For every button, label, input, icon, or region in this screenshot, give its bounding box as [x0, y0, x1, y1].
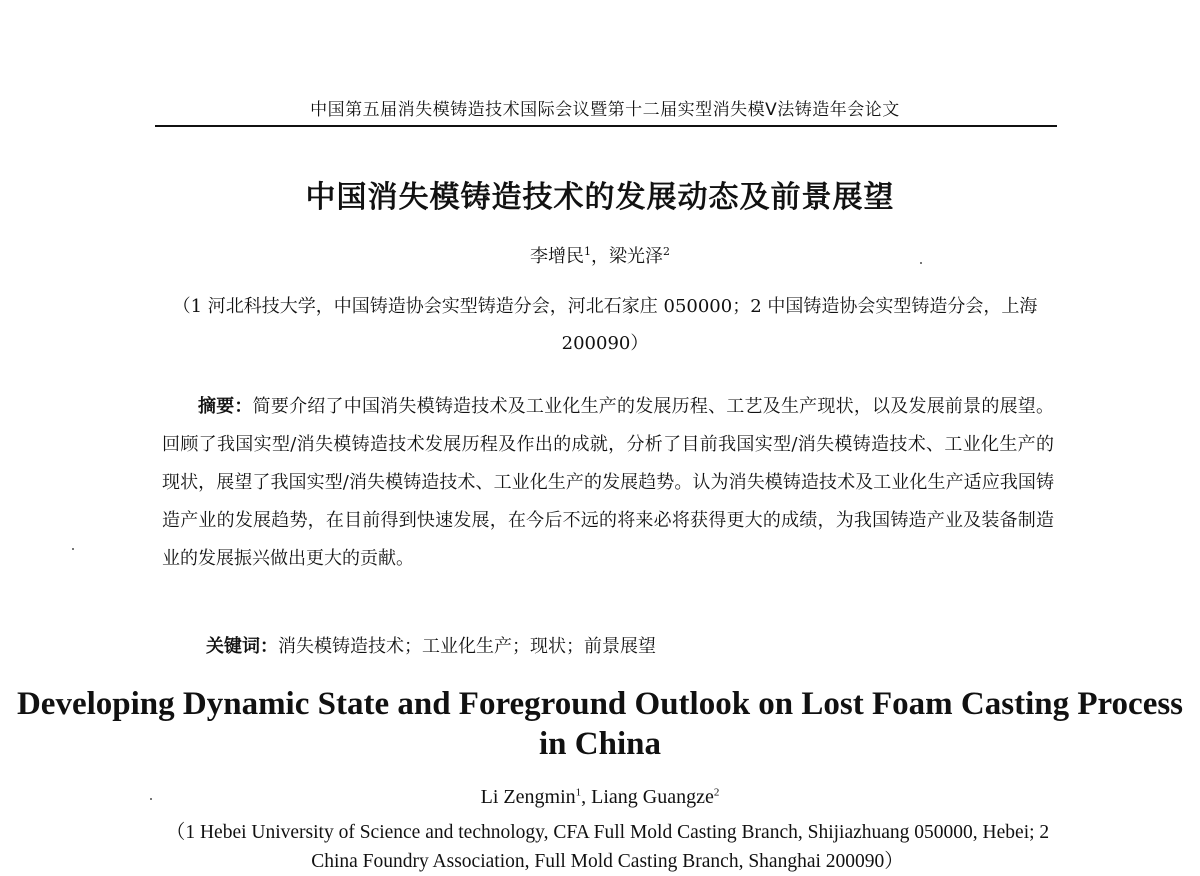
keywords-chinese: [206, 632, 1056, 658]
author-2-en: Liang Guangze: [591, 786, 714, 808]
author-2-cn-affil-mark: 2: [663, 245, 670, 258]
authors-chinese: [0, 242, 1200, 268]
author-1-cn-affil-mark: 1: [584, 245, 591, 258]
affiliation-english: （1 Hebei University of Science and technology, CFA Full Mold Casting Branch, Shijiazhuang 050000, Hebei; 2 China Foundry Association, Full Mold Casting Branch, Shanghai 200090）: [165, 822, 1050, 872]
author-separator-en: ,: [581, 786, 592, 808]
scan-speck: [150, 798, 152, 800]
title-chinese: 中国消失模铸造技术的发展动态及前景展望: [305, 180, 895, 215]
title-english: Developing Dynamic State and Foreground Outlook on Lost Foam Casting Process in China: [16, 686, 1184, 762]
author-1-en-affil-mark: 1: [575, 786, 582, 799]
abstract-chinese: [162, 388, 1054, 578]
scan-speck: [920, 262, 922, 264]
abstract-text: 简要介绍了中国消失模铸造技术及工业化生产的发展历程、工艺及生产现状，以及发展前景的展望。回顾了我国实型/消失模铸造技术发展历程及作出的成就，分析了目前我国实型/消失模铸造技术、工业化生产的现状，展望了我国实型/消失模铸造技术、工业化生产的发展趋势。认为消失模铸造技术及工业化生产适应我国铸造产业的发展趋势，在目前得到快速发展，在今后不远的将来必将获得更大的成绩，为我国铸造产业及装备制造业的发展振兴做出更大的贡献。: [162, 396, 1054, 569]
scan-speck: [72, 548, 74, 550]
author-1-cn: 李增民: [530, 246, 584, 267]
running-head: 中国第五届消失模铸造技术国际会议暨第十二届实型消失模V法铸造年会论文: [310, 100, 900, 120]
author-2-en-affil-mark: 2: [713, 786, 720, 799]
authors-english: [0, 786, 1200, 809]
author-1-en: Li Zengmin: [480, 786, 576, 808]
header-rule: [155, 125, 1057, 127]
affiliation-chinese: （1 河北科技大学，中国铸造协会实型铸造分会，河北石家庄 050000；2 中国铸造协会实型铸造分会，上海 200090）: [172, 296, 1038, 354]
author-2-cn: 梁光泽: [609, 246, 663, 267]
keywords-label: 关键词：: [206, 636, 278, 657]
author-separator-cn: ，: [591, 246, 609, 267]
keywords-text: 消失模铸造技术；工业化生产；现状；前景展望: [278, 636, 656, 657]
abstract-label: 摘要：: [198, 396, 253, 417]
